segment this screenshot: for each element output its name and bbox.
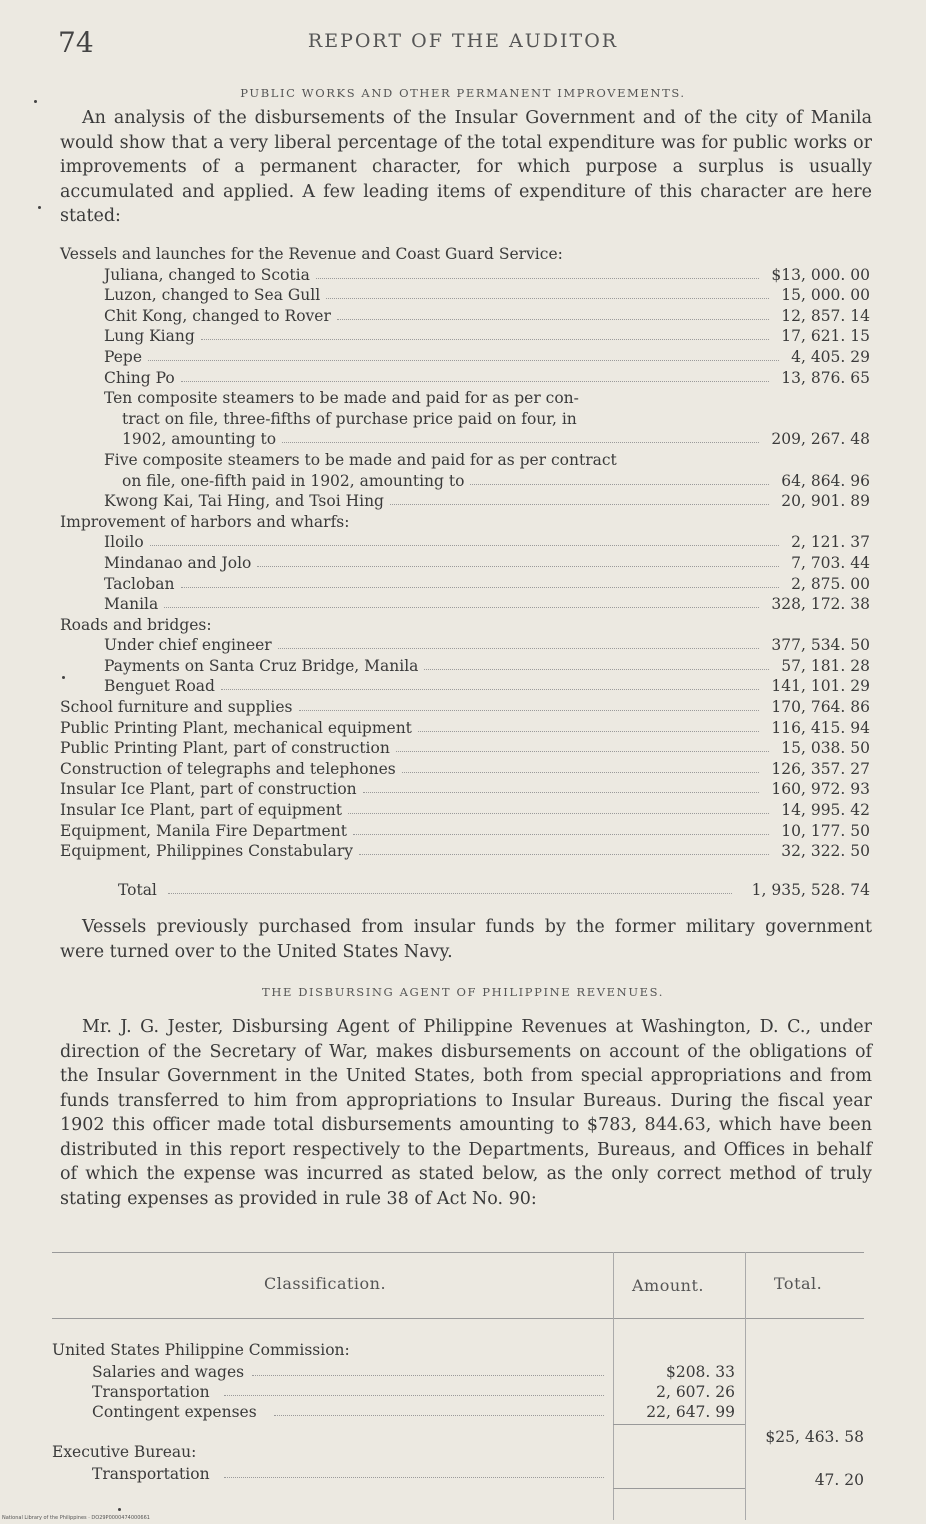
item-label: Manila xyxy=(104,595,159,614)
commission-total: $25, 463. 58 xyxy=(765,1428,864,1446)
expenditure-item xyxy=(60,285,872,306)
item-label: on file, one-fifth paid in 1902, amounting to xyxy=(122,471,465,490)
item-label: Roads and bridges: xyxy=(60,615,212,634)
item-label: Kwong Kai, Tai Hing, and Tsoi Hing xyxy=(104,492,384,511)
item-amount: 10, 177. 50 xyxy=(781,821,870,840)
expenditure-item xyxy=(60,841,872,862)
total-label: Total xyxy=(118,881,157,899)
expenditure-item xyxy=(60,697,872,718)
leader-dots xyxy=(359,854,769,855)
expenditure-group-heading xyxy=(60,388,872,409)
leader-dots xyxy=(224,1395,604,1396)
item-label: Lung Kiang xyxy=(104,327,195,346)
leader-dots xyxy=(278,648,759,649)
item-amount: $13, 000. 00 xyxy=(771,265,870,284)
item-label: Ten composite steamers to be made and paid for as per con- xyxy=(104,389,579,408)
expenditure-group-heading xyxy=(60,615,872,636)
leader-dots xyxy=(148,360,779,361)
leader-dots xyxy=(348,813,769,814)
expenditure-item xyxy=(60,491,872,512)
item-label: 1902, amounting to xyxy=(122,430,277,449)
expenditure-item xyxy=(60,594,872,615)
expenditure-item xyxy=(60,326,872,347)
table-top-rule xyxy=(52,1252,864,1253)
transportation-amount: 2, 607. 26 xyxy=(656,1383,735,1401)
item-label: Juliana, changed to Scotia xyxy=(104,265,310,284)
total-amount: 1, 935, 528. 74 xyxy=(751,881,870,899)
item-label: Public Printing Plant, mechanical equipment xyxy=(60,718,412,737)
section-heading-disbursing-agent: THE DISBURSING AGENT OF PHILIPPINE REVENUES. xyxy=(262,985,664,999)
item-amount: 4, 405. 29 xyxy=(791,347,870,366)
salaries-label: Salaries and wages xyxy=(92,1363,245,1381)
leader-dots xyxy=(424,669,769,670)
expenditure-item xyxy=(60,718,872,739)
expenditure-item xyxy=(60,635,872,656)
expenditure-item xyxy=(60,553,872,574)
item-amount: 328, 172. 38 xyxy=(771,595,870,614)
item-amount: 126, 357. 27 xyxy=(771,759,870,778)
disbursing-agent-paragraph: Mr. J. G. Jester, Disbursing Agent of Philippine Revenues at Washington, D. C., under direction of the Secretary of War, makes disbursements on account of the obligations of the Insular Government in the United States, both from special appropriations and from funds transferred to him from appropriations to Insular Bureaus. During the fiscal year 1902 this officer made total disbursements amounting to $783, 844.63, which have been distributed in this report respectively to the Departments, Bureaus, and Offices in behalf of which the expense was incurred as stated below, as the only correct method of truly stating expenses as provided in rule 38 of Act No. 90: xyxy=(60,1017,872,1209)
leader-dots xyxy=(201,339,769,340)
contingent-label: Contingent expenses xyxy=(92,1403,257,1421)
vessels-note: Vessels previously purchased from insular funds by the former military government were turned over to the United States Navy. xyxy=(60,917,872,962)
expenditure-item xyxy=(60,656,872,677)
item-amount: 7, 703. 44 xyxy=(791,553,870,572)
leader-dots xyxy=(353,834,769,835)
transportation-label: Transportation xyxy=(92,1383,210,1401)
salaries-amount: $208. 33 xyxy=(665,1363,735,1381)
subtotal-rule xyxy=(613,1424,745,1425)
print-speck xyxy=(118,1508,121,1511)
item-label: Vessels and launches for the Revenue and Coast Guard Service: xyxy=(60,245,563,263)
item-label: Construction of telegraphs and telephones xyxy=(60,759,396,778)
leader-dots xyxy=(470,484,769,485)
print-speck xyxy=(62,676,65,679)
item-label: Benguet Road xyxy=(104,677,215,696)
item-amount: 116, 415. 94 xyxy=(771,718,870,737)
executive-transportation-label: Transportation xyxy=(92,1465,210,1483)
executive-heading: Executive Bureau: xyxy=(52,1443,197,1461)
expenditure-item xyxy=(60,759,872,780)
item-label: Equipment, Philippines Constabulary xyxy=(60,842,354,861)
expenditure-item xyxy=(60,779,872,800)
leader-dots xyxy=(274,1415,604,1416)
item-label: Tacloban xyxy=(104,574,175,593)
item-amount: 20, 901. 89 xyxy=(781,492,870,511)
item-label: Luzon, changed to Sea Gull xyxy=(104,286,321,305)
item-label: Insular Ice Plant, part of construction xyxy=(60,780,357,799)
expenditure-item xyxy=(60,676,872,697)
expenditure-item xyxy=(60,368,872,389)
expenditure-item xyxy=(60,800,872,821)
leader-dots xyxy=(326,298,769,299)
item-label: Improvement of harbors and wharfs: xyxy=(60,512,350,531)
disbursement-table xyxy=(52,1252,864,1520)
leader-dots xyxy=(168,893,732,894)
column-divider xyxy=(745,1252,746,1520)
expenditure-item xyxy=(60,532,872,553)
item-amount: 141, 101. 29 xyxy=(771,677,870,696)
expenditure-group-heading xyxy=(60,244,872,265)
leader-dots xyxy=(252,1375,604,1376)
leader-dots xyxy=(418,731,759,732)
expenditure-group-heading xyxy=(60,409,872,430)
subtotal-rule xyxy=(613,1488,745,1489)
leader-dots xyxy=(299,710,759,711)
expenditure-item xyxy=(60,265,872,286)
total-row xyxy=(60,880,872,901)
item-label: Ching Po xyxy=(104,368,175,387)
item-label: Mindanao and Jolo xyxy=(104,553,252,572)
expenditure-item xyxy=(60,429,872,450)
item-amount: 2, 121. 37 xyxy=(791,533,870,552)
library-footer: National Library of the Philippines · DO29P0000474000661 xyxy=(2,1515,150,1521)
item-amount: 170, 764. 86 xyxy=(771,698,870,717)
public-works-paragraph: An analysis of the disbursements of the Insular Government and of the city of Manila would show that a very liberal percentage of the total expenditure was for public works or improvements of a permanent character, for which purpose a surplus is usually accumulated and applied. A few leading items of expenditure of this character are here stated: xyxy=(60,108,872,226)
item-amount: 377, 534. 50 xyxy=(771,636,870,655)
item-amount: 209, 267. 48 xyxy=(771,430,870,449)
item-amount: 2, 875. 00 xyxy=(791,574,870,593)
section-heading-public-works: PUBLIC WORKS AND OTHER PERMANENT IMPROVEMENTS. xyxy=(240,86,686,100)
leader-dots xyxy=(396,751,769,752)
header-classification: Classification. xyxy=(264,1274,387,1293)
item-label: Under chief engineer xyxy=(104,636,272,655)
leader-dots xyxy=(221,689,759,690)
expenditure-group-heading xyxy=(60,512,872,533)
item-label: Iloilo xyxy=(104,533,144,552)
running-title: REPORT OF THE AUDITOR xyxy=(307,30,619,52)
expenditure-item xyxy=(60,306,872,327)
commission-heading: United States Philippine Commission: xyxy=(52,1341,350,1359)
leader-dots xyxy=(181,587,779,588)
expenditure-item xyxy=(60,738,872,759)
item-label: tract on file, three-fifths of purchase price paid on four, in xyxy=(122,409,577,428)
expenditure-group-heading xyxy=(60,450,872,471)
print-speck xyxy=(34,100,37,103)
leader-dots xyxy=(402,772,759,773)
item-amount: 14, 995. 42 xyxy=(781,801,870,820)
item-amount: 13, 876. 65 xyxy=(781,368,870,387)
expenditure-item xyxy=(60,471,872,492)
expenditure-item xyxy=(60,347,872,368)
leader-dots xyxy=(181,381,769,382)
leader-dots xyxy=(282,442,759,443)
leader-dots xyxy=(150,545,779,546)
item-label: Payments on Santa Cruz Bridge, Manila xyxy=(104,656,419,675)
column-divider xyxy=(613,1252,614,1520)
item-label: Five composite steamers to be made and paid for as per contract xyxy=(104,450,617,469)
item-label: Public Printing Plant, part of construction xyxy=(60,739,390,758)
item-label: Chit Kong, changed to Rover xyxy=(104,306,331,325)
expenditure-list xyxy=(60,244,872,862)
print-speck xyxy=(38,206,41,209)
item-amount: 160, 972. 93 xyxy=(771,780,870,799)
item-label: Equipment, Manila Fire Department xyxy=(60,821,347,840)
expenditure-item xyxy=(60,574,872,595)
table-header-rule xyxy=(52,1318,864,1319)
item-amount: 32, 322. 50 xyxy=(781,842,870,861)
item-amount: 12, 857. 14 xyxy=(781,306,870,325)
page-number: 74 xyxy=(58,26,94,59)
leader-dots xyxy=(164,607,759,608)
item-amount: 64, 864. 96 xyxy=(781,471,870,490)
leader-dots xyxy=(363,792,759,793)
leader-dots xyxy=(390,504,769,505)
leader-dots xyxy=(224,1477,604,1478)
item-label: Pepe xyxy=(104,347,143,366)
leader-dots xyxy=(316,278,759,279)
header-total: Total. xyxy=(774,1274,823,1293)
leader-dots xyxy=(257,566,779,567)
executive-total: 47. 20 xyxy=(814,1471,864,1489)
item-amount: 17, 621. 15 xyxy=(781,327,870,346)
item-label: Insular Ice Plant, part of equipment xyxy=(60,801,342,820)
item-amount: 15, 038. 50 xyxy=(781,739,870,758)
contingent-amount: 22, 647. 99 xyxy=(646,1403,735,1421)
header-amount: Amount. xyxy=(632,1276,704,1295)
item-amount: 57, 181. 28 xyxy=(781,656,870,675)
leader-dots xyxy=(337,319,769,320)
expenditure-item xyxy=(60,821,872,842)
item-amount: 15, 000. 00 xyxy=(781,286,870,305)
item-label: School furniture and supplies xyxy=(60,698,293,717)
